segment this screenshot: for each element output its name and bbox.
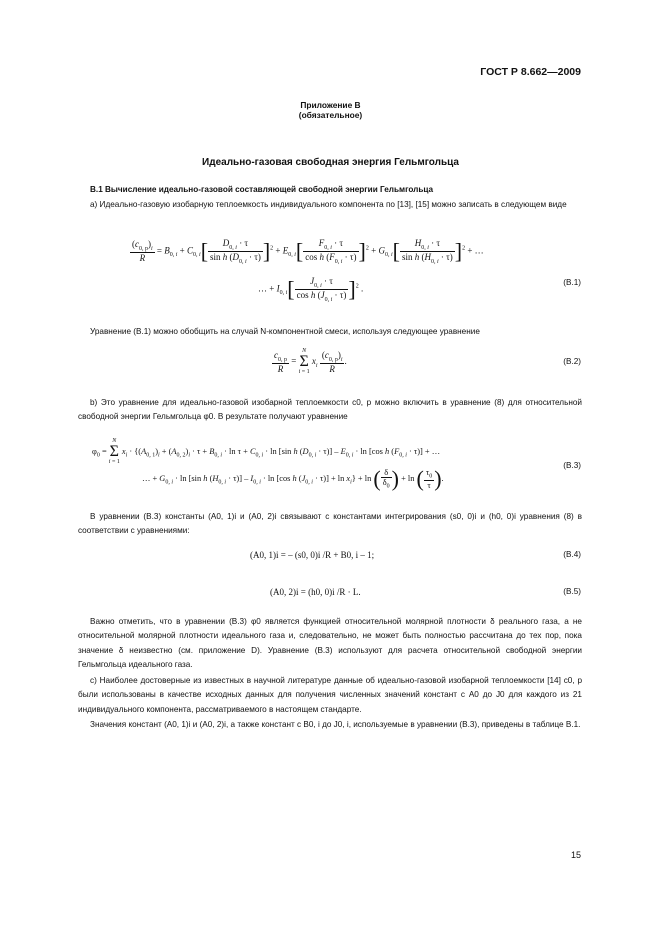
equation-b5: (A0, 2)i = (h0, 0)i /R · L. xyxy=(270,587,361,597)
paragraph-b1-intro: Уравнение (В.1) можно обобщить на случай N-компонентной смеси, используя следующее уравнение xyxy=(90,327,480,336)
paragraph-a: а) Идеально-газовую изобарную теплоемкость индивидуального компонента по [13], [15] можно записать в следующем виде xyxy=(90,200,567,209)
document-header: ГОСТ Р 8.662—2009 xyxy=(480,66,581,78)
equation-b3-number: (В.3) xyxy=(563,461,581,470)
paragraph-important: Важно отметить, что в уравнении (В.3) φ0 является функцией относительной молярной плотности δ реального газа, а не относительной молярной плотности идеального газа и, следовательно, не может быть полностью рассчитана до тех пор, пока значение δ неизвестно (см. приложение D). Уравнение (В.3) используют для расчета относительной свободной энергии Гельмгольца идеального газа. xyxy=(78,617,582,670)
section-title: Идеально-газовая свободная энергия Гельмгольца xyxy=(202,157,459,168)
subsection-title: В.1 Вычисление идеально-газовой составляющей свободной энергии Гельмгольца xyxy=(90,185,434,194)
appendix-status: (обязательное) xyxy=(298,110,363,120)
paragraph-b3-constants: В уравнении (В.3) константы (A0, 1)i и (A0, 2)i связывают с константами интегрирования (s0, 0)i и (h0, 0)i уравнения (8) в соответствии с уравнениями: xyxy=(78,512,582,536)
paragraph-values: Значения констант (A0, 1)i и (A0, 2)i, а также констант с B0, i до J0, i, используемые в уравнении (В.3), приведены в таблице В.1. xyxy=(90,720,581,729)
paragraph-b: b) Это уравнение для идеально-газовой изобарной теплоемкости c0, p можно включить в уравнение (8) для относительной свободной энергии Гельмгольца φ0. В результате получают уравнение xyxy=(78,398,582,422)
paragraph-c: с) Наиболее достоверные из известных в научной литературе данные об идеально-газовой изобарной теплоемкости [14] c0, p были использованы в качестве исходных данных для получения численных значений констант с A0 до J0 для каждого из 21 индивидуального компонента, рассматриваемого в настоящем стандарте. xyxy=(78,676,582,714)
equation-b1-number: (В.1) xyxy=(563,278,581,287)
equation-b1-line1: $\frac{(c_{0, p})_i}{R}$ = $B_{0, i} + C_{0, i}$[ $\frac{D_{0, i} \cdot \tau}{\sin h (D_{0, i} \cdot \tau)}$ ]$^2 + E_{0, i}$[ $\frac{F_{0, i} \cdot \tau}{\cos h (F_{0, i} \cdot \tau)}$ ]$^2 + G_{0, i}$[ $\frac{H_{0, i} \cdot \tau}{\sin h (H_{0, i} \cdot \tau)}$ ]$^2$ + … xyxy=(132,238,484,265)
page-number: 15 xyxy=(570,850,581,860)
appendix-title: Приложение В xyxy=(300,100,361,110)
equation-b1-line2: … + $I_{0, i}$[ $\frac{J_{0, i} \cdot \tau}{\cos h (J_{0, i} \cdot \tau)}$ ]$^2$ . xyxy=(258,276,364,303)
equation-b3-line2: … + $G_{0, i} \cdot \ln [\sin$ h $(H_{0, i} \cdot \tau)] - I_{0, i} \cdot \ln [\cos$ h $(J_{0, i} \cdot \tau)] + \ln x_i\} + \ln$ ( $\frac{\delta}{\delta_0}$ ) + ln ( $\frac{\tau_0}{\tau}$ ). xyxy=(142,466,444,491)
equation-b2: $\frac{c_{0, p}}{R}$ = N Σ i = 1 $x_i$ $\frac{(c_{0, p})_i}{R}$ . xyxy=(274,348,347,375)
equation-b2-number: (В.2) xyxy=(563,357,581,366)
equation-b5-number: (В.5) xyxy=(563,587,581,596)
equation-b4: (A0, 1)i = – (s0, 0)i /R + B0, i – 1; xyxy=(250,550,375,560)
equation-b4-number: (В.4) xyxy=(563,550,581,559)
equation-b3-line1: $\varphi_0 = N$ Σ i = 1 $x_i \cdot \{(A_{0, 1})_i + (A_{0, 2})_i \cdot \tau + B_{0, i} \cdot \ln \tau + C_{0, i} \cdot \ln [\sin$ h $(D_{0, i} \cdot \tau)] - E_{0, i} \cdot \ln [\cos$ h $(F_{0, i} \cdot \tau)$] + … xyxy=(92,438,441,465)
